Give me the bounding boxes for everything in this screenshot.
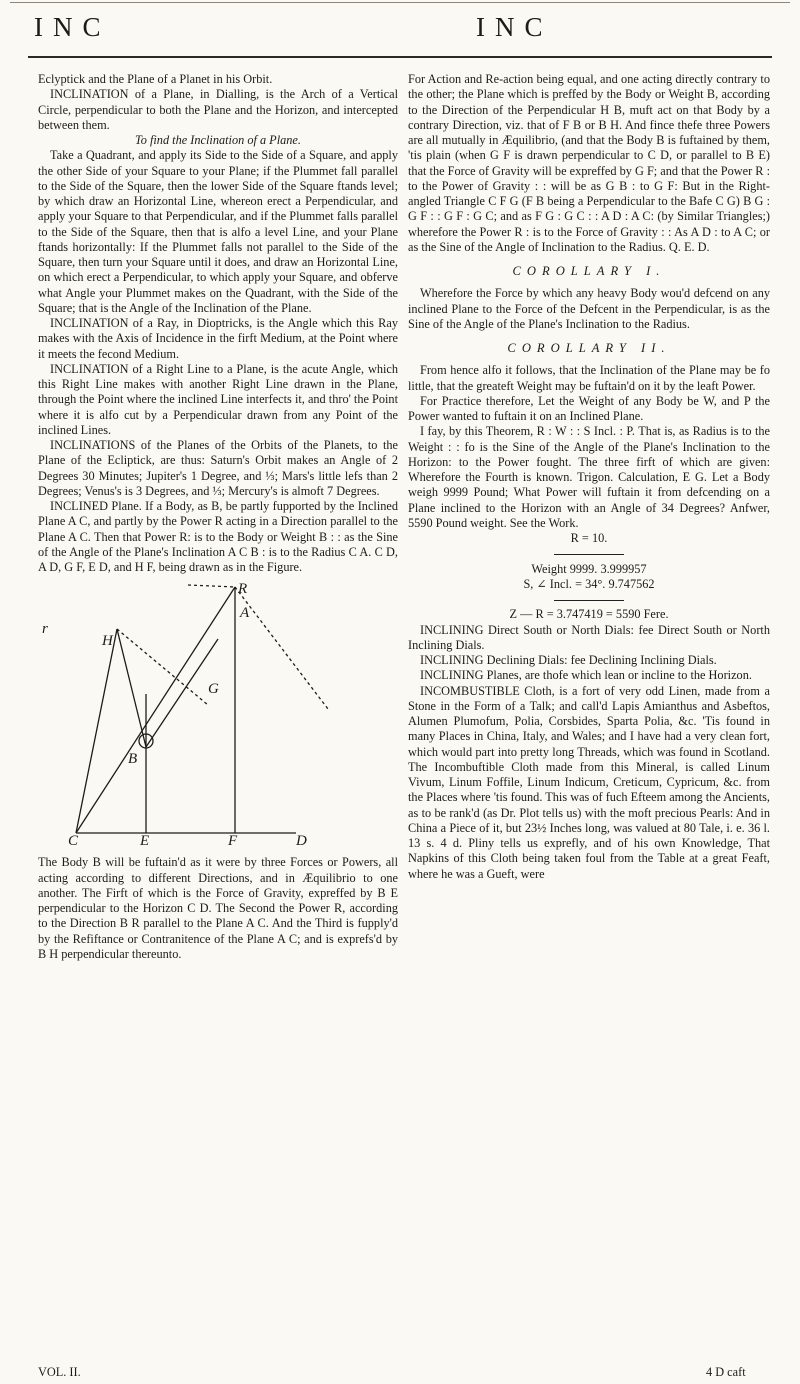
calc-line: Z — R = 3.747419 = 5590 Fere. <box>509 607 669 622</box>
right-column <box>408 72 770 882</box>
paragraph: From hence alfo it follows, that the Inclination of the Plane may be fo little, that the greateft Weight may be fuftain'd on it by the leaft Power. <box>408 363 770 393</box>
figure-label: D <box>296 833 307 846</box>
figure-label: r <box>42 621 48 638</box>
figure-label: H <box>102 633 113 650</box>
volume-signature: VOL. II. <box>38 1365 81 1379</box>
calc-line: Weight 9999. 3.999957 <box>531 561 647 576</box>
line-dotted-gh <box>117 629 208 705</box>
paragraph: INCLINATION of a Ray, in Dioptricks, is the Angle which this Ray makes with the Axis of Incidence in the firft Medium, at the Point where it meets the fecond Medium. <box>38 316 398 361</box>
header-rule <box>28 56 772 58</box>
line-dotted-r <box>188 585 235 587</box>
section-heading: To find the Inclination of a Plane. <box>135 133 301 147</box>
line-weight <box>117 629 146 747</box>
paragraph: Take a Quadrant, and apply its Side to the Side of a Square, and apply the other Side of your Square to your Plane; if the Plummet fall parallel to the Side of the Square, then the lower Side of the Square ftands level; by which draw an Horizontal Line, whereon erect a Perpendicular, and apply your Square to that Perpendicular, and if the Plummet falls parallel to the Side of the Square, then that is alfo a level Line, and your Plane ftands horizontally: If the Plummet falls not parallel to the Side of the Square, then turn your Square until it does, and draw an Horizontal Line, on which erect a Perpendicular, to which apply your Square, and obferve what Angle your Plummet makes on the Quadrant, with the Side of the Square; that is the Angle of the Inclination of the Plane. <box>38 148 398 315</box>
paragraph: The Body B will be fuftain'd as it were by three Forces or Powers, all acting according to different Directions, and in Æquilibrio to one another. The Firft of which is the Force of Gravity, expreffed by B E perpendicular to the Horizon C D. The Second the Power R, according to the Direction B R parallel to the Plane A C. And the Third is fupply'd by the Refiftance or Contranitence of the Plane A C; and is exprefs'd by B H perpendicular thereunto. <box>38 855 398 961</box>
paragraph: For Action and Re-action being equal, and one acting directly contrary to the other; the Plane which is preffed by the Body or Weight B, according to the Direction of the Perpendicular H B, muft act on that Body by a contrary Direction, viz. that of F B or B H. And fince thefe three Powers are all mutually in Æquilibrio, (and that the Body B is fuftained by them, 'tis plain (when G F is drawn perpendicular to C D, or parallel to B E) that the Force of Gravity will be expreffed by G F; and that the Power R : to the Power of Gravity : : will be as G B : to G F: But in the Right-angled Triangle C F G (F B being a Perpendicular to the Bafe C G) B G : G F : : G F : G C; and as F G : G C : : A D : A C: (by Similar Triangles;) wherefore the Power R : is to the Force of Gravity : : As A D : to A C; or as the Sine of the Angle of Inclination to the Radius. Q. E. D. <box>408 72 770 254</box>
top-border <box>10 2 790 3</box>
paragraph: INCLINED Plane. If a Body, as B, be partly fupported by the Inclined Plane A C, and partly by the Power R acting in a Direction parallel to the Plane A C. Then that Power R: is to the Body or Weight B : : as the Sine of the Angle of the Plane's Inclination A C B : is to the Radius C A. C D, A D, G F, E D, and H F, being drawn as in the Figure. <box>38 499 398 574</box>
figure-label: A <box>240 605 250 622</box>
calc-line: S, ∠ Incl. = 34°. 9.747562 <box>523 576 655 591</box>
figure-label: F <box>228 833 238 846</box>
calc-line: R = 10. <box>570 531 608 545</box>
running-header-left: INC <box>34 12 111 42</box>
paragraph: Wherefore the Force by which any heavy Body wou'd defcend on any inclined Plane to the Force of the Defcent in the Perpendicular, is as the Sine of the Angle of the Plane's Inclination to the Radius. <box>408 286 770 331</box>
paragraph: Eclyptick and the Plane of a Planet in his Orbit. <box>38 72 273 86</box>
left-column <box>38 72 398 962</box>
paragraph: INCLINATION of a Right Line to a Plane, is the acute Angle, which this Right Line makes with another Right Line drawn in the Plane, through the Point where the inclined Line interfects it, and thro' the Point where it is alfo cut by a Perpendicular drawn from any Point of the inclined Lines. <box>38 361 398 437</box>
paragraph: INCOMBUSTIBLE Cloth, is a fort of very odd Linen, made from a Stone in the Form of a Talk; and call'd Lapis Amianthus and Asbeftos, Alumen Plumofum, Polia, Corsbides, Sparta Polia, &c. 'Tis found in many Places in China, Italy, and Wales; and I have had a very clean fort, which would part into pretty long Threads, which was found in Scotland. The Incombuftible Cloth made from this Mineral, is called Linum Vivum, Linum Foffile, Linum Indicum, Creticum, Cypricum, &c. from the Places where 'tis found. This was of fuch Efteem among the Ancients, as to be rank'd (as Dr. Plot tells us) with the moft precious Pearls: And in China a Piece of it, but 23½ Inches long, was valued at 80 Tale, i. e. 36 l. 13 s. 4 d. Pliny tells us exprefly, and of his own Knowledge, That Napkins of this Cloth being taken foul from the Table at a great Feaft, where he was a Gueft, were <box>408 683 770 881</box>
corollary-heading: COROLLARY II. <box>507 341 671 355</box>
corollary-heading: COROLLARY I. <box>512 264 666 278</box>
calc-rule <box>408 546 770 561</box>
figure-label: B <box>128 751 138 768</box>
line-inclined-plane <box>76 587 235 833</box>
paragraph: I fay, by this Theorem, R : W : : S Incl. : P. That is, as Radius is to the Weight : : fo is the Sine of the Angle of the Plane's Inclination to the Horizon: to the Power fought. The three firft of which are given: Wherefore the Fourth is known. Trigon. Calculation, E G. Let a Body weigh 9999 Pound; What Power will fuftain it from defcending on a Plane inclined to the Horizon with an Angle of 34 Degrees? Anfwer, 5590 Pound weight. See the Work. <box>408 424 770 530</box>
paragraph: INCLINING Planes, are thofe which lean or incline to the Horizon. <box>420 668 752 683</box>
paragraph: INCLINING Declining Dials: fee Declining Inclining Dials. <box>420 653 717 667</box>
paragraph: INCLINATIONS of the Planes of the Orbits of the Planets, to the Plane of the Ecliptick, are thus: Saturn's Orbit makes an Angle of 2 Degrees 30 Minutes; Jupiter's 1 Degree, and ⅓; Mars's little lefs than 2 Degrees; Venus's is 3 Degrees, and ⅓; Mercury's is almoft 7 Degrees. <box>38 438 398 498</box>
figure-label: R <box>238 581 248 598</box>
calc-rule <box>408 592 770 607</box>
geometric-figure <box>38 581 398 845</box>
running-header-right: INC <box>476 12 553 42</box>
paragraph: INCLINATION of a Plane, in Dialling, is the Arch of a Vertical Circle, perpendicular to both the Plane and the Horizon, and intercepted between them. <box>38 87 398 132</box>
figure-label: G <box>208 681 219 698</box>
paragraph: INCLINING Direct South or North Dials: fee Direct South or North Inclining Dials. <box>408 622 770 652</box>
figure-label: C <box>68 833 79 846</box>
catchword: 4 D caft <box>706 1365 746 1379</box>
figure-label: E <box>140 833 150 846</box>
paragraph: For Practice therefore, Let the Weight of any Body be W, and P the Power wanted to fuftain it on an Inclined Plane. <box>408 393 770 423</box>
